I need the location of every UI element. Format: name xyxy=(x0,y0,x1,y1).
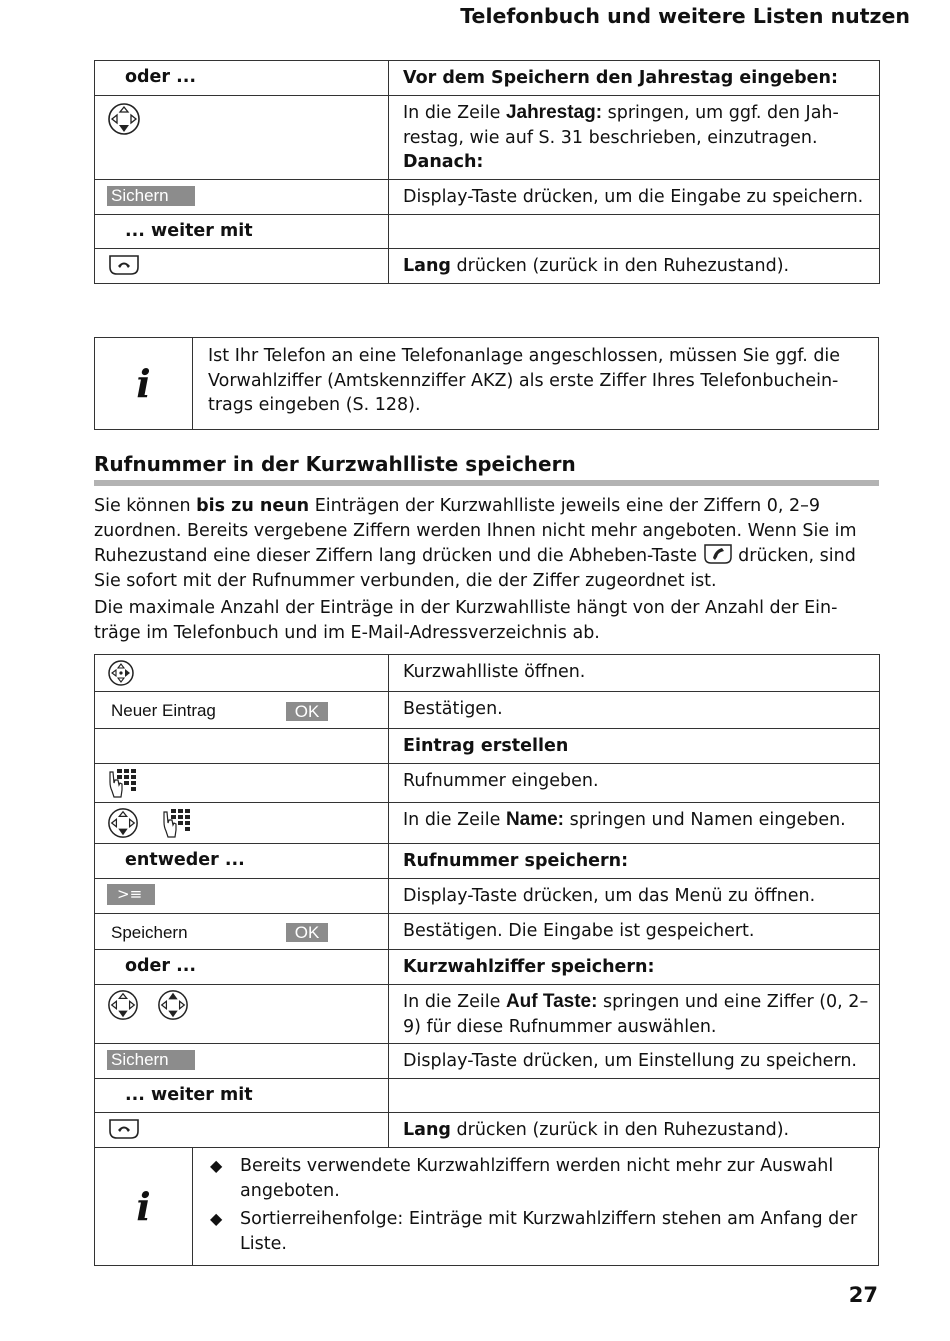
step-description: Rufnummer eingeben. xyxy=(389,763,880,802)
navigation-key-down-icon xyxy=(107,807,139,839)
diamond-bullet-icon: ◆ xyxy=(210,1156,223,1175)
info-note xyxy=(94,337,879,430)
steps-table-speed-dial: Kurzwahlliste öffnen. Neuer Eintrag OK Bestätigen. Eintrag erstellen Rufnummer eingeben. In die Zeile Name: springen und Namen eingeben. entweder ... Rufnummer speichern: >≡ Display-Taste drücken, um das Menü zu öffnen. Speichern OK Bestätigen. Die Eingabe ist gespeichert. oder ... Kurzwahlziffer speichern: In die Zeile Auf Taste: springen und eine Ziffer (0, 2–9) für diese Rufnummer auswählen. Sichern Display-Taste drücken, um Einstellung zu speichern. ... weiter mit Lang drücken (zurück in den Ruhezustand). xyxy=(94,654,880,1148)
ok-softkey[interactable]: OK xyxy=(286,923,328,942)
capacity-paragraph: Die maximale Anzahl der Einträge in der Kurzwahlliste hängt von der Anzahl der Ein-träge im Telefonbuch und im E-Mail-Adressverzeichnis ab. xyxy=(94,598,838,643)
intro-paragraph: Sie können bis zu neun Einträgen der Kurzwahlliste jeweils eine der Ziffern 0, 2–9 zuordnen. Bereits vergebene Ziffern werden Ihnen nicht mehr angeboten. Wenn Sie im Ruhezustand eine dieser Ziffern lang drücken und die Abheben-Taste drücken, sind Sie sofort mit der Rufnummer verbunden, die der Ziffer zugeordnet ist. xyxy=(94,496,857,591)
step-description: Display-Taste drücken, um das Menü zu öffnen. xyxy=(389,878,880,913)
section-divider xyxy=(94,480,879,486)
flow-label-weiter: ... weiter mit xyxy=(95,1079,389,1113)
ok-softkey[interactable]: OK xyxy=(286,702,328,721)
step-description: In die Zeile Jahrestag: springen, um ggf. den Jah-restag, wie auf S. 31 beschrieben, einzutragen. Danach: xyxy=(389,96,880,180)
flow-label-entweder: entweder ... xyxy=(95,843,389,878)
diamond-bullet-icon: ◆ xyxy=(210,1209,223,1228)
step-heading: Vor dem Speichern den Jahrestag eingeben: xyxy=(389,61,880,96)
navigation-key-down-icon xyxy=(107,102,141,136)
running-header: Telefonbuch und weitere Listen nutzen xyxy=(460,4,910,28)
list-item: ◆ Bereits verwendete Kurzwahlziffern werden nicht mehr zur Auswahl angeboten. xyxy=(208,1154,868,1203)
menu-entry-neuer-eintrag[interactable]: Neuer Eintrag OK xyxy=(107,699,380,724)
flow-label-oder: oder ... xyxy=(95,950,389,985)
list-item: ◆ Sortierreihenfolge: Einträge mit Kurzwahlziffern stehen am Anfang der Liste. xyxy=(208,1207,868,1256)
step-heading: Kurzwahlziffer speichern: xyxy=(389,950,880,985)
info-icon: i xyxy=(95,1148,193,1265)
menu-key-icon[interactable]: >≡ xyxy=(107,884,155,905)
step-description: Display-Taste drücken, um Einstellung zu speichern. xyxy=(389,1044,880,1079)
navigation-key-up-down-icon xyxy=(157,989,189,1021)
step-description: Bestätigen. xyxy=(389,692,880,729)
end-call-key-icon xyxy=(107,253,141,277)
info-icon: i xyxy=(95,338,193,429)
flow-label-weiter: ... weiter mit xyxy=(95,214,389,248)
flow-label-oder: oder ... xyxy=(95,61,389,96)
step-description: Display-Taste drücken, um die Eingabe zu speichern. xyxy=(389,180,880,215)
navigation-key-right-icon xyxy=(107,659,135,687)
navigation-key-down-icon xyxy=(107,989,139,1021)
sichern-softkey[interactable]: Sichern xyxy=(107,186,195,206)
step-heading: Eintrag erstellen xyxy=(389,728,880,763)
page-number: 27 xyxy=(848,1283,878,1307)
info-note-text: Ist Ihr Telefon an eine Telefonanlage angeschlossen, müssen Sie ggf. die Vorwahlziffer (Amtskennziffer AKZ) als erste Ziffer Ihres Telefonbuchein-trags eingeben (S. 128). xyxy=(208,346,841,415)
info-note-list xyxy=(193,1148,878,1265)
menu-entry-speichern[interactable]: Speichern OK xyxy=(107,921,380,946)
end-call-key-icon xyxy=(107,1117,141,1141)
off-hook-key-icon xyxy=(703,543,733,565)
step-description: Bestätigen. Die Eingabe ist gespeichert. xyxy=(389,913,880,950)
keypad-icon xyxy=(107,768,137,798)
keypad-icon xyxy=(161,808,191,838)
step-description: Kurzwahlliste öffnen. xyxy=(389,655,880,692)
steps-table-anniversary: oder ... Vor dem Speichern den Jahrestag eingeben: In die Zeile Jahrestag: springen, um ggf. den Jah-restag, wie auf S. 31 beschrieben, einzutragen. Danach: Sichern Display-Taste drücken, um die Eingabe zu speichern. ... weiter mit Lang drücken (zurück in den Ruhezustand). xyxy=(94,60,880,284)
section-title: Rufnummer in der Kurzwahlliste speichern xyxy=(94,452,576,476)
sichern-softkey[interactable]: Sichern xyxy=(107,1050,195,1070)
info-note xyxy=(94,1147,879,1266)
step-heading: Rufnummer speichern: xyxy=(389,843,880,878)
